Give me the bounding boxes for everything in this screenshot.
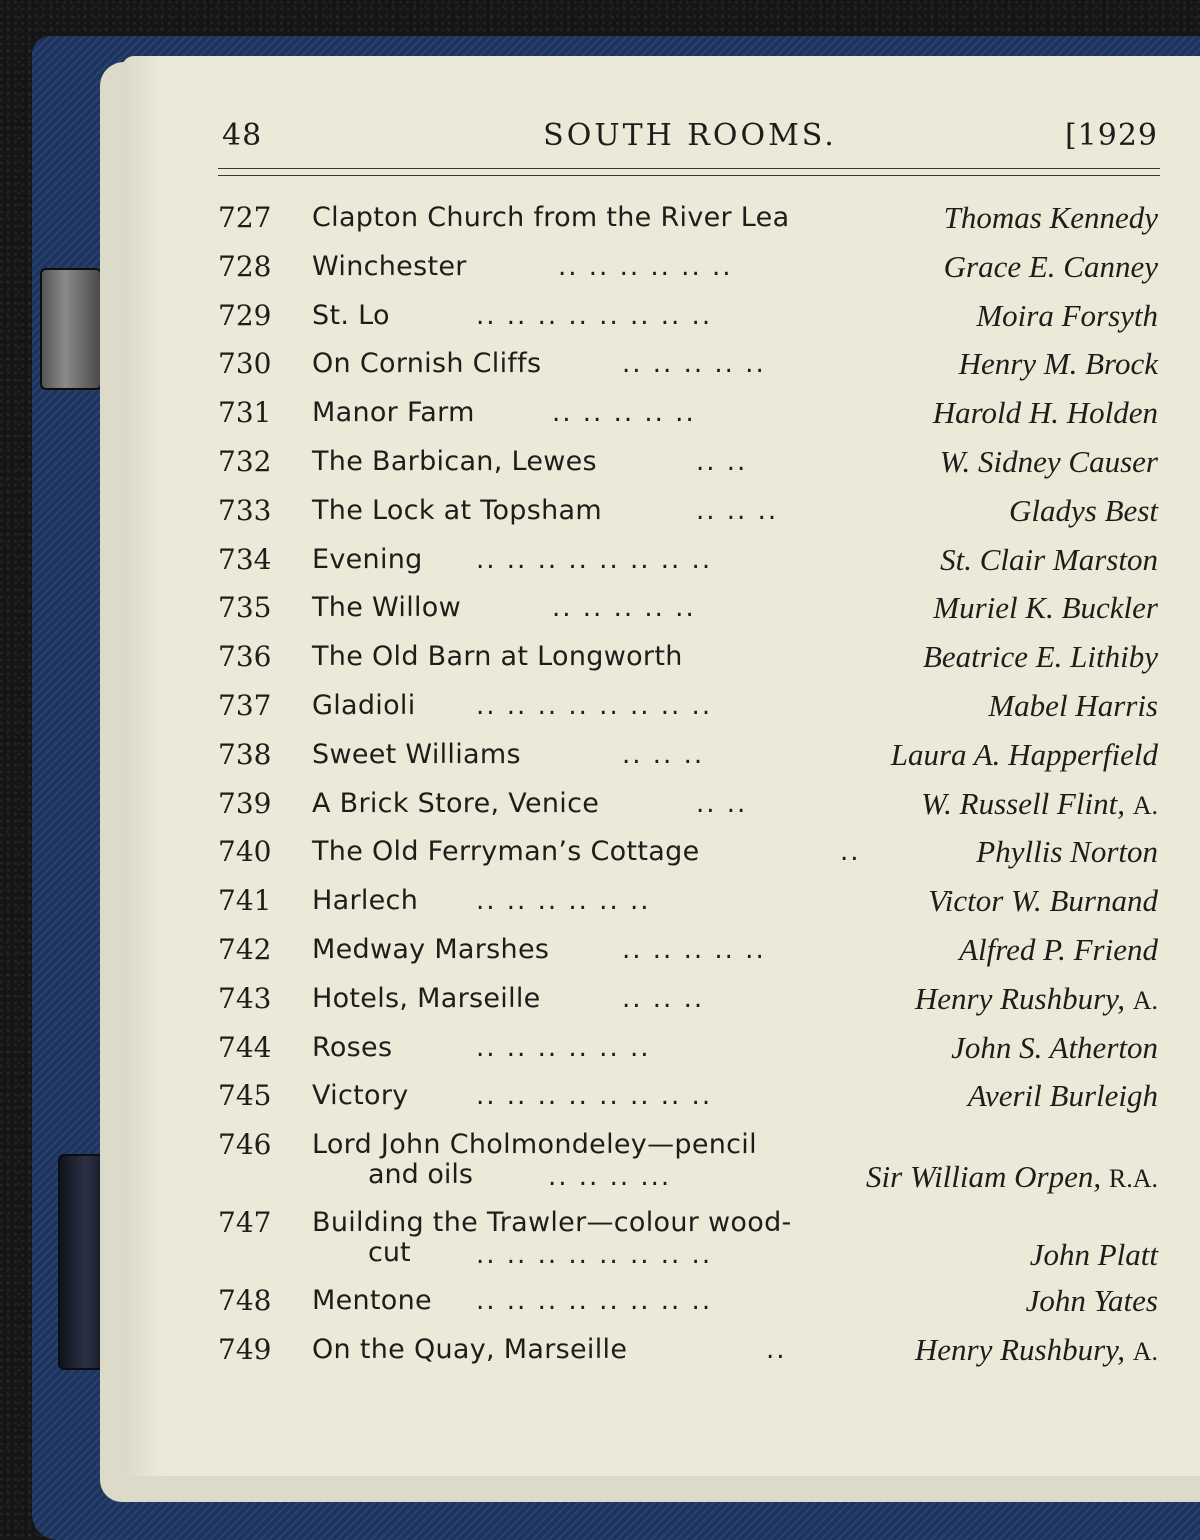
catalogue-entry	[218, 1072, 1158, 1121]
entry-title: The Lock at Topsham	[312, 494, 602, 526]
entry-artist	[891, 737, 1158, 773]
artist-name: John Yates	[1025, 1283, 1158, 1319]
dot-leader: .. .. ..	[696, 495, 779, 526]
entry-title-continued: and oils	[368, 1159, 473, 1191]
catalogue-entry	[218, 926, 1158, 975]
entry-artist	[968, 1078, 1158, 1114]
clasp-top	[40, 268, 102, 390]
artist-name: Muriel K. Buckler	[933, 590, 1158, 626]
catalogue-entry	[218, 780, 1158, 829]
catalogue-entry	[218, 536, 1158, 585]
dot-leader: .. .. .. .. .. .. .. ..	[476, 690, 713, 721]
dot-leader: .. .. .. .. .. .. .. ..	[476, 1081, 713, 1112]
artist-name: Averil Burleigh	[967, 1078, 1158, 1114]
artist-name: Henry M. Brock	[958, 346, 1158, 382]
entry-number: 740	[218, 835, 272, 869]
entry-title: St. Lo	[312, 299, 390, 331]
page-header	[222, 118, 1158, 168]
catalogue-entry	[218, 1277, 1158, 1326]
catalogue-entry	[218, 1121, 1158, 1199]
artist-name: Thomas Kennedy	[943, 200, 1158, 235]
artist-name: Beatrice E. Lithiby	[922, 639, 1158, 675]
entry-number: 736	[218, 640, 272, 674]
dot-leader: .. .. .. .. ..	[552, 398, 696, 429]
artist-honour: R.A.	[1108, 1164, 1158, 1194]
artist-honour: A.	[1132, 1336, 1158, 1366]
entry-artist	[951, 1030, 1158, 1066]
catalogue-entry	[218, 194, 1158, 243]
entry-title: A Brick Store, Venice	[312, 787, 600, 819]
entry-artist	[915, 981, 1158, 1019]
catalogue-entry	[218, 292, 1158, 341]
artist-name: Sir William Orpen,	[866, 1159, 1102, 1195]
entry-artist	[976, 834, 1158, 870]
dot-leader: .. .. ..	[622, 983, 705, 1014]
catalogue-page	[122, 56, 1200, 1476]
entry-title: Clapton Church from the River Lea	[312, 202, 790, 233]
catalogue-entry	[218, 1199, 1158, 1277]
catalogue-entry	[218, 682, 1158, 731]
entry-title: The Old Ferryman’s Cottage	[312, 836, 700, 868]
catalogue-entry	[218, 1024, 1158, 1073]
entry-list	[218, 194, 1158, 1375]
entry-artist	[928, 883, 1158, 919]
entry-number: 728	[218, 249, 272, 283]
catalogue-entry	[218, 487, 1158, 536]
artist-name: Laura A. Happerfield	[890, 736, 1158, 772]
section-title: SOUTH ROOMS.	[543, 118, 837, 153]
artist-name: W. Sidney Causer	[939, 443, 1158, 479]
entry-number: 746	[218, 1128, 272, 1162]
dot-leader: .. .. .. .. ..	[622, 349, 766, 380]
artist-name: Grace E. Canney	[943, 248, 1158, 284]
entry-title: Medway Marshes	[312, 933, 550, 965]
entry-number: 734	[218, 542, 272, 576]
entry-artist	[933, 395, 1158, 431]
dot-leader: .. ..	[696, 446, 748, 477]
dot-leader: .. .. .. .. .. ..	[558, 251, 733, 282]
entry-title: The Old Barn at Longworth	[312, 641, 683, 673]
entry-number: 749	[218, 1332, 272, 1366]
artist-name: Mabel Harris	[988, 687, 1158, 723]
entry-title: The Willow	[312, 592, 462, 624]
artist-name: Phyllis Norton	[976, 834, 1158, 870]
artist-name: John S. Atherton	[951, 1029, 1158, 1065]
entry-artist	[1009, 493, 1158, 529]
entry-number: 737	[218, 688, 272, 722]
entry-artist	[944, 249, 1158, 285]
entry-number: 738	[218, 737, 272, 771]
entry-title: The Barbican, Lewes	[312, 445, 597, 477]
entry-title: Building the Trawler—colour wood-	[312, 1207, 792, 1239]
dot-leader: .. .. .. .. .. .. .. ..	[476, 300, 713, 331]
entry-number: 739	[218, 786, 272, 820]
dot-leader: .. .. .. .. .. .. .. ..	[476, 544, 713, 575]
entry-title: Gladioli	[312, 689, 416, 721]
page-number: 48	[222, 118, 263, 153]
dot-leader: .. .. .. .. .. .. .. ..	[476, 1286, 713, 1317]
entry-title: Roses	[312, 1031, 393, 1063]
entry-number: 741	[218, 884, 272, 918]
entry-title: Manor Farm	[312, 397, 475, 429]
entry-artist	[915, 1332, 1158, 1370]
dot-leader: .. .. .. .. ..	[622, 934, 766, 965]
entry-number: 742	[218, 932, 272, 966]
artist-name: Alfred P. Friend	[959, 931, 1158, 967]
entry-artist	[959, 346, 1158, 382]
entry-artist	[1026, 1283, 1158, 1319]
header-rule	[218, 168, 1160, 169]
entry-artist	[923, 639, 1158, 675]
dot-leader: .. .. ..	[622, 739, 705, 770]
artist-name: John Platt	[1029, 1237, 1158, 1273]
catalogue-entry	[218, 975, 1158, 1024]
entry-number: 729	[218, 298, 272, 332]
entry-title-continued: cut	[368, 1237, 411, 1269]
entry-number: 748	[218, 1284, 272, 1318]
year-label: [1929	[1064, 118, 1158, 153]
artist-name: Harold H. Holden	[932, 395, 1158, 431]
catalogue-entry	[218, 584, 1158, 633]
entry-number: 745	[218, 1079, 272, 1113]
artist-name: Victor W. Burnand	[928, 883, 1158, 919]
artist-name: St. Clair Marston	[940, 541, 1158, 577]
catalogue-entry	[218, 1326, 1158, 1375]
entry-number: 732	[218, 444, 272, 478]
entry-number: 727	[218, 201, 272, 234]
entry-number: 731	[218, 396, 272, 430]
entry-artist	[976, 298, 1158, 334]
entry-artist	[940, 444, 1158, 480]
catalogue-entry	[218, 633, 1158, 682]
entry-title: Harlech	[312, 885, 419, 917]
entry-title: Lord John Cholmondeley—pencil	[312, 1129, 757, 1161]
entry-artist	[959, 932, 1158, 968]
entry-number: 743	[218, 981, 272, 1015]
artist-name: Henry Rushbury,	[914, 980, 1125, 1016]
entry-artist	[866, 1159, 1158, 1197]
entry-number: 747	[218, 1206, 272, 1240]
entry-number: 730	[218, 347, 272, 381]
entry-artist	[988, 688, 1158, 724]
artist-honour: A.	[1132, 985, 1158, 1015]
entry-title: On Cornish Cliffs	[312, 348, 542, 380]
entry-artist	[944, 200, 1158, 236]
dot-leader: .. .. .. .. ..	[552, 593, 696, 624]
entry-number: 735	[218, 591, 272, 625]
artist-name: Henry Rushbury,	[914, 1331, 1125, 1367]
catalogue-entry	[218, 389, 1158, 438]
entry-artist	[921, 786, 1158, 824]
catalogue-entry	[218, 828, 1158, 877]
artist-name: Moira Forsyth	[976, 297, 1158, 333]
entry-title: Sweet Williams	[312, 738, 521, 770]
entry-number: 744	[218, 1030, 272, 1064]
entry-title: Hotels, Marseille	[312, 982, 541, 1014]
entry-artist	[1030, 1237, 1158, 1273]
entry-title: Victory	[312, 1080, 409, 1112]
dot-leader: .. .. .. ...	[548, 1162, 672, 1193]
dot-leader: .. .. .. .. .. ..	[476, 1032, 651, 1063]
catalogue-entry	[218, 731, 1158, 780]
dot-leader: ..	[766, 1334, 787, 1365]
catalogue-entry	[218, 877, 1158, 926]
dot-leader: ..	[840, 837, 861, 868]
entry-artist	[933, 590, 1158, 626]
catalogue-entry	[218, 243, 1158, 292]
entry-title: Mentone	[312, 1285, 432, 1317]
catalogue-entry	[218, 340, 1158, 389]
artist-honour: A.	[1132, 790, 1158, 820]
entry-artist	[940, 542, 1158, 578]
header-rule	[218, 175, 1160, 176]
dot-leader: .. ..	[696, 788, 748, 819]
entry-title: Evening	[312, 543, 423, 575]
dot-leader: .. .. .. .. .. ..	[476, 886, 651, 917]
artist-name: W. Russell Flint,	[921, 785, 1125, 821]
catalogue-entry	[218, 438, 1158, 487]
artist-name: Gladys Best	[1009, 492, 1158, 528]
dot-leader: .. .. .. .. .. .. .. ..	[476, 1240, 713, 1271]
entry-number: 733	[218, 493, 272, 527]
entry-title: On the Quay, Marseille	[312, 1333, 628, 1365]
entry-title: Winchester	[312, 250, 467, 282]
